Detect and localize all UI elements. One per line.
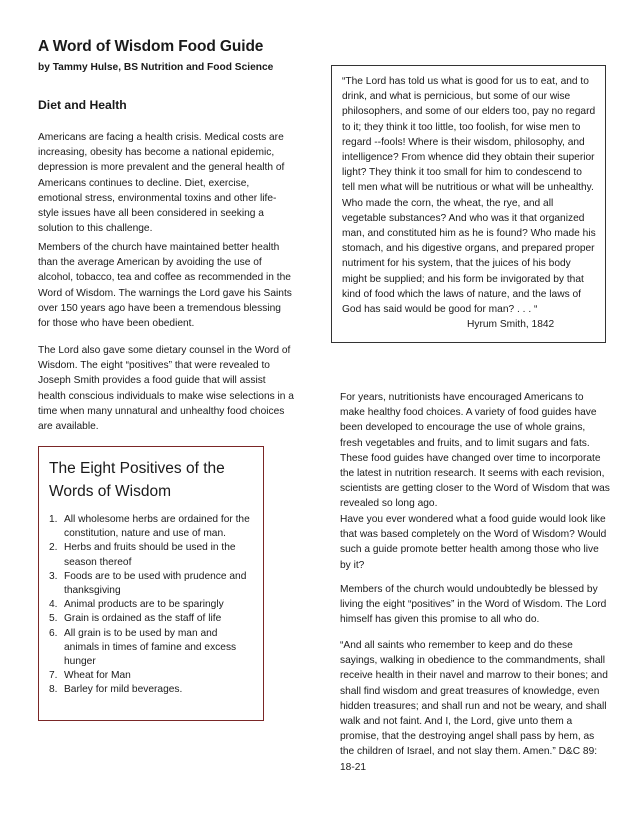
positive-item-4: 4. Animal products are to be sparingly — [49, 599, 224, 611]
diet-paragraph-2: Members of the church have maintained better health than the average American by avoiding the use of alcohol, tobacco, tea and coffee as recommended in the Word of Wisdom. The warnings the Lord gave his Saints over 150 years ago have been a tremendous blessing for those who have been obedient. — [38, 242, 292, 330]
positive-item-5: 5. Grain is ordained as the staff of life — [49, 613, 222, 625]
diet-paragraph-3: The Lord also gave some dietary counsel in the Word of Wisdom. The eight “positives” that were revealed to Joseph Smith provides a food guide that will assist health conscious individuals to make wise selections in a time when many unnatural and unhealthy food choices are available. — [38, 345, 294, 433]
right-paragraph-3: Members of the church would undoubtedly be blessed by living the eight “positives” in the Word of Wisdom. The Lord himself has given this promise to all who do. — [340, 584, 607, 626]
positive-item-3: 3. Foods are to be used with prudence and thanksgiving — [49, 570, 247, 597]
right-paragraph-2: Have you ever wondered what a food guide would look like that was based completely on the Word of Wisdom? Would such a guide promote better health among those who live by it? — [340, 514, 607, 571]
positive-item-1: 1. All wholesome herbs are ordained for the constitution, nature and use of man. — [49, 514, 250, 540]
positive-item-7: 7. Wheat for Man — [49, 670, 131, 682]
eight-positives-box — [38, 446, 264, 721]
positive-item-6: 6. All grain is to be used by man and animals in times of famine and excess hunger — [49, 627, 237, 668]
quote-text: “The Lord has told us what is good for us to eat, and to drink, and what is pernicious, but some of our wise philosophers, and some of our elders too, pay no regard to it; they think it too little, too foolish, for wise men to regard --fools! Where is their wisdom, philosophy, and intelligence? From whence did they obtain their superior light? They think it too small for him to condescend to tell men what will be nutritious or what will be unhealthy. Who made the corn, the wheat, the rye, and all vegetable substances? And who was it that organized man, and constituted him as he is found? Who made his stomach, and his digestive organs, and prepared proper nutriment for his system, that the juices of his body might be supplied; and his form be invigorated by that kind of food which the laws of nature, and the laws of God has said would be good for man? . . . “ — [342, 76, 596, 316]
diet-health-heading: Diet and Health — [38, 98, 127, 112]
positives-title: The Eight Positives of the Words of Wisdom — [49, 460, 225, 500]
quote-attribution: Hyrum Smith, 1842 — [467, 319, 555, 331]
positive-item-8: 8. Barley for mild beverages. — [49, 684, 183, 696]
author-byline: by Tammy Hulse, BS Nutrition and Food Science — [38, 62, 274, 73]
diet-paragraph-1: Americans are facing a health crisis. Medical costs are increasing, obesity has become a national epidemic, depression is more prevalent and the general health of Americans continues to decline. Diet, exercise, emotional stress, environmental toxins and other life-style issues have all been considered in seeking a solution to this challenge. — [38, 132, 285, 235]
positives-list — [49, 513, 255, 698]
scripture-quote-dc89: “And all saints who remember to keep and do these sayings, walking in obedience to the commandments, shall receive health in their navel and marrow to their bones; and shall find wisdom and great treasures of knowledge, even hidden treasures; and shall run and not be weary, and shall walk and not faint. And I, the Lord, give unto them a promise, that the destroying angel shall pass by hem, as the children of Israel, and not slay them. Amen.” D&C 89: 18-21 — [340, 640, 608, 773]
page-title: A Word of Wisdom Food Guide — [38, 38, 264, 55]
right-paragraph-1: For years, nutritionists have encouraged Americans to make healthy food choices. A variety of food guides have been developed to encourage the use of whole grains, fresh vegetables and fruits, and to limit sugars and fats. These food guides have changed over time to incorporate the latest in nutrition research. It seems with each revision, scientists are getting closer to the Word of Wisdom that was revealed so long ago. — [340, 392, 610, 510]
hyrum-smith-quote-box — [331, 65, 606, 343]
positive-item-2: 2. Herbs and fruits should be used in the season thereof — [49, 542, 236, 568]
